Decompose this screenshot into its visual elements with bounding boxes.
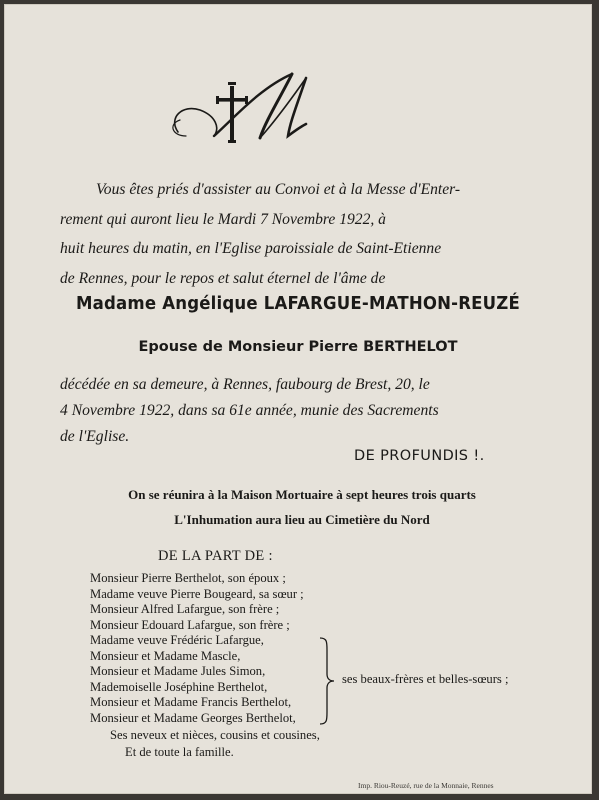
list-item: Monsieur Alfred Lafargue, son frère ; [90,602,280,616]
death-line: de l'Eglise. [60,428,130,445]
invitation-line: rement qui auront lieu le Mardi 7 Novembre 1922, à [60,210,386,228]
list-item: Monsieur et Madame Georges Berthelot, [90,710,296,725]
funeral-notice [4,4,592,794]
list-item: Monsieur et Madame Jules Simon, [90,664,266,678]
printer-imprint: Imp. Riou-Reuzé, rue de la Monnaie, Rennes [358,781,494,790]
deceased-spouse: Epouse de Monsieur Pierre BERTHELOT [138,339,458,355]
list-item: Monsieur Edouard Lafargue, son frère ; [90,617,290,632]
mourners-list [90,571,350,726]
list-item: Madame veuve Frédéric Lafargue, [90,633,264,647]
family-line: Et de toute la famille. [125,745,234,759]
list-item: Monsieur et Madame Francis Berthelot, [90,695,292,709]
nieces-line: Ses neveux et nièces, cousins et cousines, [110,728,320,742]
invitation-line: de Rennes, pour le repos et salut éternel de l'âme de [60,269,386,287]
list-item: Monsieur Pierre Berthelot, son époux ; [90,571,286,585]
cross-m-monogram-icon [164,64,314,154]
death-line: 4 Novembre 1922, dans sa 61e année, munie des Sacrements [60,402,439,419]
death-paragraph [60,372,544,450]
list-item: Monsieur et Madame Mascle, [90,648,241,663]
list-item: Madame veuve Pierre Bougeard, sa sœur ; [90,586,304,601]
invitation-line: huit heures du matin, en l'Eglise paroissiale de Saint-Etienne [60,240,442,257]
invitation-paragraph [60,175,544,293]
gathering-notice: On se réunira à la Maison Mortuaire à sept heures trois quarts [128,487,476,502]
brace-icon [317,636,337,726]
death-line: décédée en sa demeure, à Rennes, faubourg de Brest, 20, le [60,376,430,393]
burial-notice: L'Inhumation aura lieu au Cimetière du Nord [174,512,430,527]
invitation-line: Vous êtes priés d'assister au Convoi et à la Messe d'Enter- [96,181,461,198]
from-heading: DE LA PART DE : [158,548,273,564]
list-item: Mademoiselle Joséphine Berthelot, [90,679,268,694]
deceased-name: Madame Angélique LAFARGUE-MATHON-REUZÉ [75,293,520,314]
in-laws-label: ses beaux-frères et belles-sœurs ; [342,672,509,686]
de-profundis: DE PROFUNDIS !. [354,448,485,464]
